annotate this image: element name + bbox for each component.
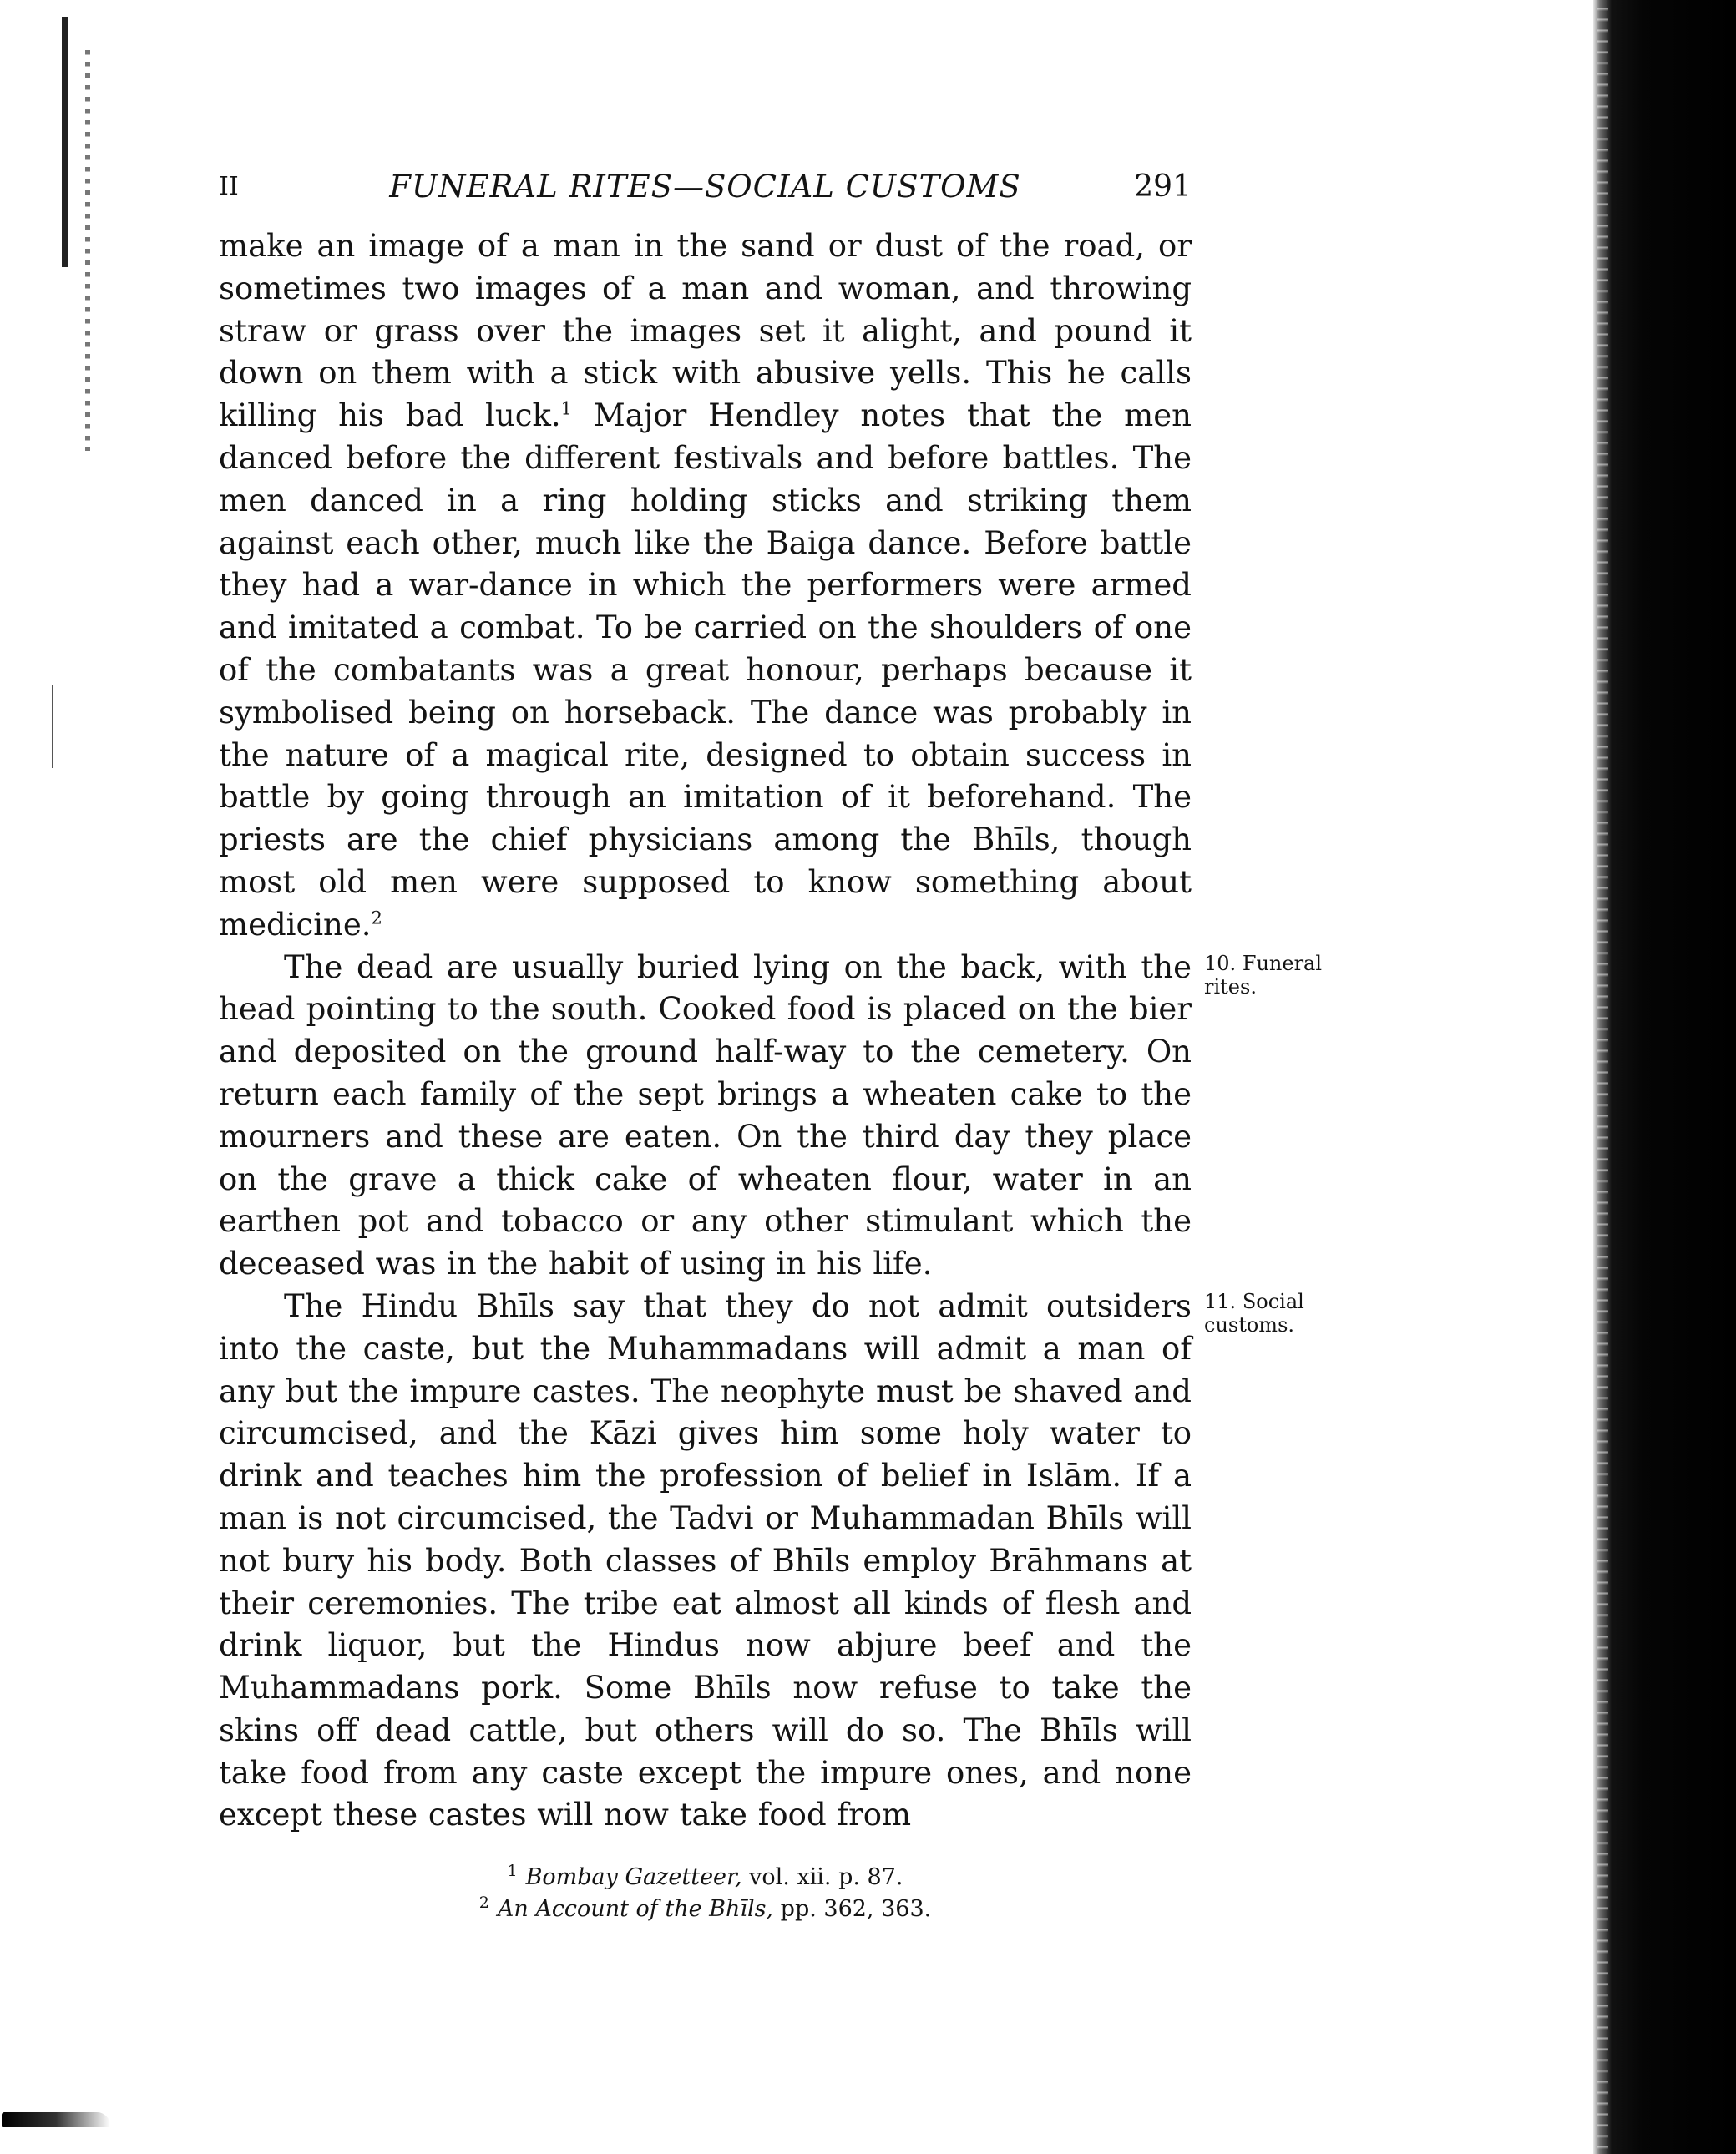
marginal-note-funeral-rites xyxy=(1204,952,1329,999)
scan-edge-ticks xyxy=(1597,0,1608,2154)
footnote-mark: 2 xyxy=(478,1894,489,1912)
footnote-reference: pp. 362, 363. xyxy=(773,1896,932,1922)
footnote-2 xyxy=(219,1894,1192,1925)
marginal-note-heading: Social xyxy=(1242,1290,1304,1313)
marginal-note-number: 10. xyxy=(1204,952,1237,975)
scan-left-bar xyxy=(62,17,68,267)
body-text xyxy=(219,225,1192,1837)
marginal-note-heading: Funeral xyxy=(1242,952,1323,975)
paragraph-funeral-rites: The dead are usually buried lying on the back, with the head pointing to the south. Cooked food is placed on the bier and deposited on the ground half-way to the cemetery. On return each family of the sept brings a wheaten cake to the mourners and these are eaten. On the third day they place on the grave a thick cake of wheaten flour, water in an earthen pot and tobacco or any other stimulant which the deceased was in the habit of using in his life. xyxy=(219,948,1192,1282)
footnote-ref-2[interactable]: 2 xyxy=(371,908,382,928)
scan-corner-smudge xyxy=(2,2112,110,2127)
footnote-ref-1[interactable]: 1 xyxy=(560,398,572,419)
footnote-title: Bombay Gazetteer, xyxy=(525,1864,742,1890)
footnote-reference: vol. xii. p. 87. xyxy=(741,1864,903,1890)
marginal-note-number: 11. xyxy=(1204,1290,1237,1313)
footnote-title: An Account of the Bhīls, xyxy=(497,1896,774,1922)
marginal-note-heading-cont: customs. xyxy=(1204,1313,1295,1337)
running-header xyxy=(219,162,1192,212)
paragraph-continued xyxy=(219,225,1192,947)
chapter-number: II xyxy=(219,172,239,201)
scan-left-thin-line xyxy=(52,685,53,768)
footnotes xyxy=(219,1862,1192,1925)
paragraph-social-customs: The Hindu Bhīls say that they do not admit outsiders into the caste, but the Muhammadans will admit a man of any but the impure castes. The neophyte must be shaved and circumcised, and the Kāzi gives him some holy water to drink and teaches him the profession of belief in Islām. If a man is not circumcised, the Tadvi or Muhammadan Bhīls will not bury his body. Both classes of Bhīls employ Brāhmans at their ceremonies. The tribe eat almost all kinds of flesh and drink liquor, but the Hindus now abjure beef and the Muhammadans pork. Some Bhīls now refuse to take the skins off dead cattle, but others will do so. The Bhīls will take food from any caste except the impure ones, and none except these castes will now take food from xyxy=(219,1287,1192,1833)
scan-left-edge-artifacts xyxy=(52,0,102,584)
running-title: FUNERAL RITES—SOCIAL CUSTOMS xyxy=(389,169,1021,205)
marginal-note-heading-cont: rites. xyxy=(1204,975,1257,999)
marginal-note-social-customs xyxy=(1204,1290,1329,1337)
scan-binding-shadow xyxy=(1593,0,1736,2154)
scan-left-wisp xyxy=(85,50,90,451)
page-number: 291 xyxy=(1134,169,1192,204)
footnote-1 xyxy=(219,1862,1192,1894)
paragraph-text: make an image of a man in the sand or dust of the road, or sometimes two images of a man and woman, and throwing straw or grass over the images set it alight, and pound it down on them with a stick with abusive yells. This he calls killing his bad luck. xyxy=(219,228,1192,434)
footnote-mark: 1 xyxy=(507,1862,518,1880)
paragraph-text: Major Hendley notes that the men danced before the different festivals and before battles. The men danced in a ring holding sticks and striking them against each other, much like the Baiga dance. Before battle they had a war-dance in which the performers were armed and imitated a combat. To be carried on the shoulders of one of the combatants was a great honour, perhaps because it symbolised being on horseback. The dance was probably in the nature of a magical rite, designed to obtain success in battle by going through an imitation of it beforehand. The priests are the chief physicians among the Bhīls, though most old men were supposed to know something about medicine. xyxy=(219,397,1192,943)
